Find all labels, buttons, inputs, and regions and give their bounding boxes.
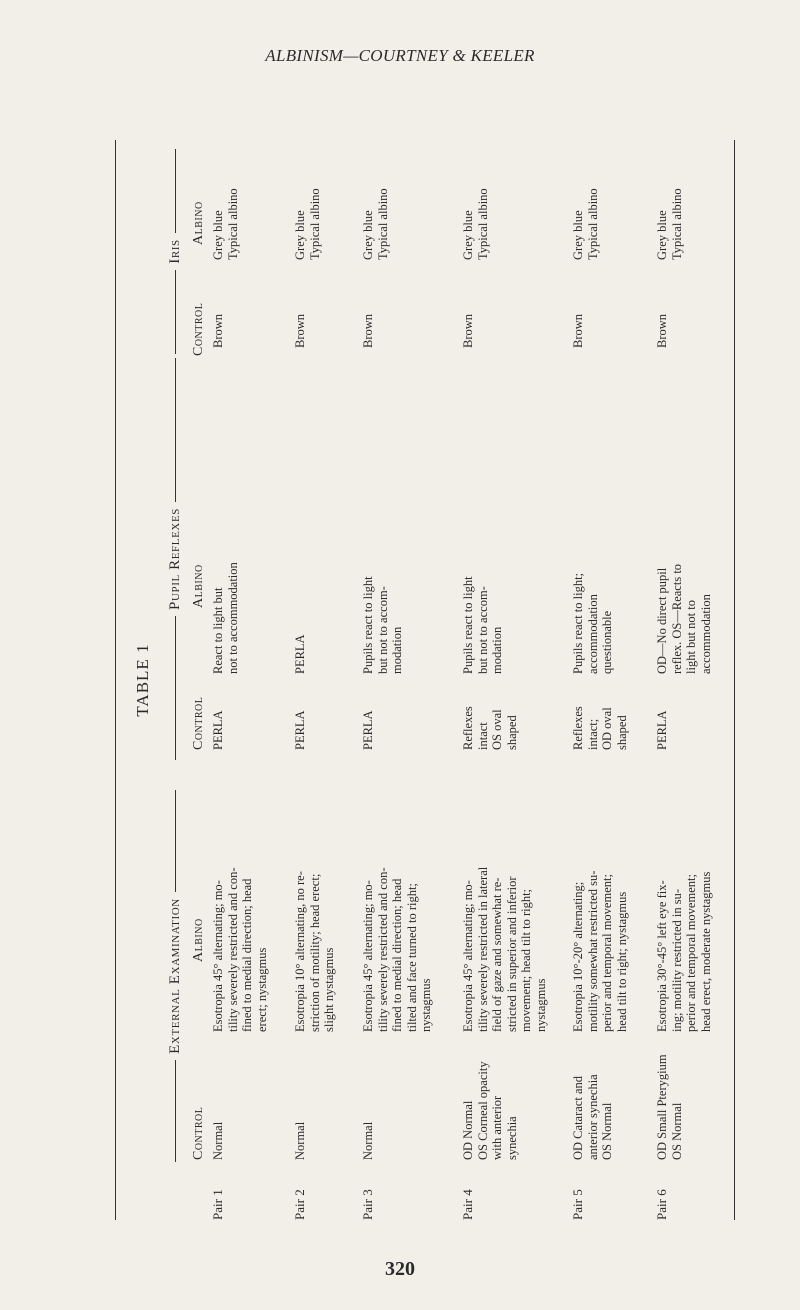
pupil-albino-cell: Pupils react to light; accommodation questionable <box>571 572 614 674</box>
group-header-iris: Iris <box>167 149 184 354</box>
subhead-pupil-albino: Albino <box>191 564 206 608</box>
iris-control-cell: Brown <box>571 313 585 348</box>
table-title: TABLE 1 <box>133 643 152 717</box>
pair-label: Pair 5 <box>570 1189 585 1220</box>
pupil-albino-cell: Pupils react to light but not to accom- modation <box>361 576 404 674</box>
iris-control-cell: Brown <box>211 313 225 348</box>
table-bottom-rule <box>734 140 735 1220</box>
pair-label: Pair 1 <box>210 1189 225 1220</box>
pupil-control-cell: Reflexes intact OS oval shaped <box>461 706 519 750</box>
iris-albino-cell: Grey blue Typical albino <box>211 188 240 260</box>
ext-albino-cell: Esotropia 30°-45° left eye fix- ing; motility restricted in su- perior and temporal movement; head erect, moderate nystagmus <box>655 871 713 1032</box>
ext-control-cell: Normal <box>361 1121 375 1160</box>
group-header-external-examination: External Examination <box>167 790 184 1162</box>
ext-albino-cell: Esotropia 10° alternating, no re- striction of motility; head erect; slight nystagmus <box>293 871 336 1032</box>
iris-control-cell: Brown <box>293 313 307 348</box>
subhead-iris-control: Control <box>191 302 206 356</box>
iris-control-cell: Brown <box>655 313 669 348</box>
iris-albino-cell: Grey blue Typical albino <box>361 188 390 260</box>
ext-albino-cell: Esotropia 10°-20° alternating; motility somewhat restricted su- perior and temporal movement; head tilt to right; nystagmus <box>571 870 629 1032</box>
running-head: ALBINISM—COURTNEY & KEELER <box>265 46 535 65</box>
pupil-control-cell: PERLA <box>293 710 307 750</box>
iris-control-cell: Brown <box>361 313 375 348</box>
table-1 <box>115 140 735 1220</box>
subhead-iris-albino: Albino <box>191 201 206 245</box>
pupil-control-cell: PERLA <box>361 710 375 750</box>
iris-albino-cell: Grey blue Typical albino <box>655 188 684 260</box>
ext-albino-cell: Esotropia 45° alternating; mo- tility severely restricted and con- fined to medial direction; head erect; nystagmus <box>211 867 269 1032</box>
iris-albino-cell: Grey blue Typical albino <box>461 188 490 260</box>
ext-control-cell: OD Small Pterygium OS Normal <box>655 1054 684 1160</box>
pupil-albino-cell: Pupils react to light but not to accom- modation <box>461 576 504 674</box>
iris-albino-cell: Grey blue Typical albino <box>571 188 600 260</box>
ext-control-cell: Normal <box>293 1121 307 1160</box>
ext-albino-cell: Esotropia 45° alternating; mo- tility severely restricted and con- fined to medial direction; head tilted and face turned to right; nystagmus <box>361 867 433 1032</box>
pair-label: Pair 4 <box>460 1189 475 1220</box>
table-top-rule <box>115 140 116 1220</box>
pair-label: Pair 3 <box>360 1189 375 1220</box>
pupil-control-cell: Reflexes intact; OD oval shaped <box>571 706 629 750</box>
pupil-albino-cell: PERLA <box>293 634 307 674</box>
page-number: 320 <box>385 1258 415 1280</box>
iris-control-cell: Brown <box>461 313 475 348</box>
ext-control-cell: Normal <box>211 1121 225 1160</box>
group-header-pupil-reflexes: Pupil Reflexes <box>167 358 184 760</box>
iris-albino-cell: Grey blue Typical albino <box>293 188 322 260</box>
pupil-albino-cell: React to light but not to accommodation <box>211 562 240 674</box>
pair-label: Pair 2 <box>292 1189 307 1220</box>
ext-control-cell: OD Cataract and anterior synechia OS Normal <box>571 1074 614 1160</box>
subhead-ext-control: Control <box>191 1106 206 1160</box>
subhead-ext-albino: Albino <box>191 918 206 962</box>
pupil-control-cell: PERLA <box>211 710 225 750</box>
pupil-control-cell: PERLA <box>655 710 669 750</box>
pair-label: Pair 6 <box>654 1189 669 1220</box>
ext-control-cell: OD Normal OS Corneal opacity with anterior synechia <box>461 1061 519 1160</box>
pupil-albino-cell: OD—No direct pupil reflex. OS—Reacts to light but not to accommodation <box>655 563 713 674</box>
subhead-pupil-control: Control <box>191 696 206 750</box>
ext-albino-cell: Esotropia 45° alternating; mo- tility severely restricted in lateral field of gaze and somewhat re- stricted in superior and inferior movement; head tilt to right; nystagmus <box>461 866 548 1032</box>
